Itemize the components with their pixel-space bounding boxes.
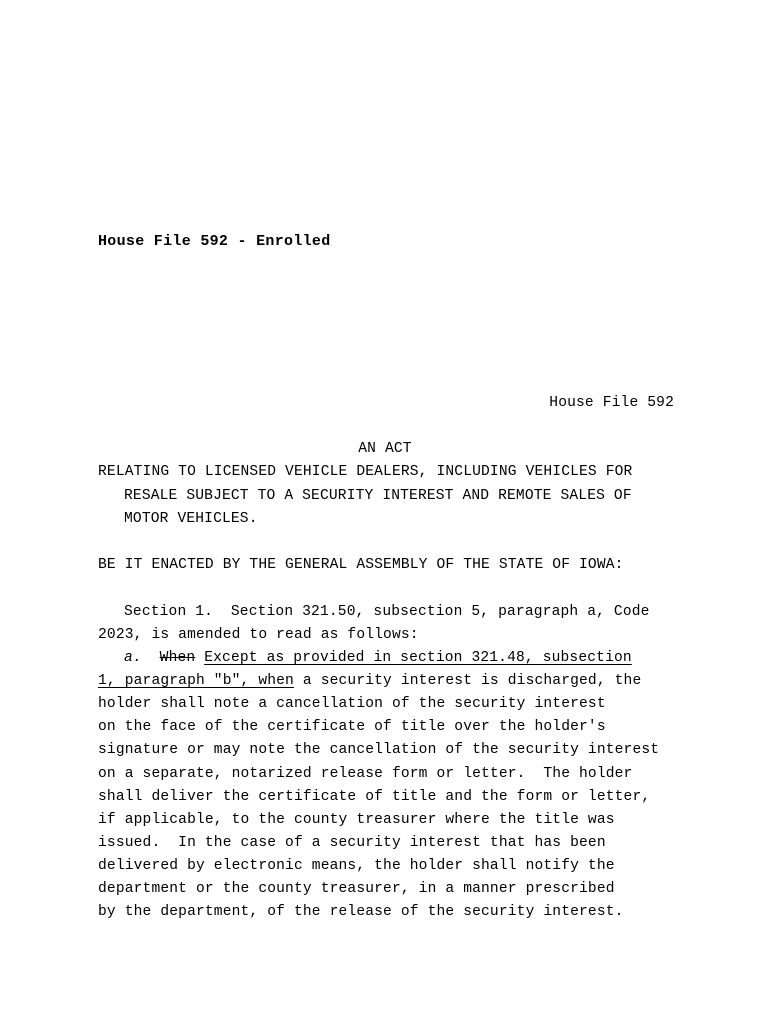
paragraph-body-line: holder shall note a cancellation of the security interest — [98, 696, 606, 712]
paragraph-body-line: delivered by electronic means, the holder shall notify the — [98, 858, 615, 874]
paragraph-label: a. — [124, 650, 142, 666]
paragraph-text-continuation: a security interest is discharged, the — [293, 673, 642, 689]
paragraph-body-line: shall deliver the certificate of title and the form or letter, — [98, 789, 651, 805]
amended-paragraph-line-2 — [98, 672, 641, 690]
paragraph-body-line: issued. In the case of a security interest that has been — [98, 835, 606, 851]
inserted-text-line-2: 1, paragraph "b", when — [98, 673, 294, 689]
act-title-line-2: RESALE SUBJECT TO A SECURITY INTEREST AND REMOTE SALES OF — [124, 488, 632, 504]
document-header-title: House File 592 - Enrolled — [98, 233, 331, 250]
act-title-line-1: RELATING TO LICENSED VEHICLE DEALERS, INCLUDING VEHICLES FOR — [98, 464, 633, 480]
inserted-text-line-1: Except as provided in section 321.48, subsection — [204, 650, 632, 666]
paragraph-body-line: department or the county treasurer, in a manner prescribed — [98, 881, 615, 897]
struck-text: When — [159, 650, 196, 666]
amended-paragraph-line-1 — [124, 649, 632, 667]
section-1-intro-line-2: 2023, is amended to read as follows: — [98, 627, 419, 643]
act-title-line-3: MOTOR VEHICLES. — [124, 511, 258, 527]
paragraph-body-line: on the face of the certificate of title over the holder's — [98, 719, 606, 735]
paragraph-body-line: by the department, of the release of the security interest. — [98, 904, 624, 920]
paragraph-body-line: if applicable, to the county treasurer where the title was — [98, 812, 615, 828]
section-1-intro-line-1: Section 1. Section 321.50, subsection 5, paragraph a, Code — [124, 604, 650, 620]
enacting-clause: BE IT ENACTED BY THE GENERAL ASSEMBLY OF THE STATE OF IOWA: — [98, 557, 624, 573]
bill-number: House File 592 — [549, 395, 674, 411]
act-heading: AN ACT — [358, 441, 412, 457]
paragraph-body-line: signature or may note the cancellation of the security interest — [98, 742, 660, 758]
paragraph-body-line: on a separate, notarized release form or letter. The holder — [98, 766, 633, 782]
